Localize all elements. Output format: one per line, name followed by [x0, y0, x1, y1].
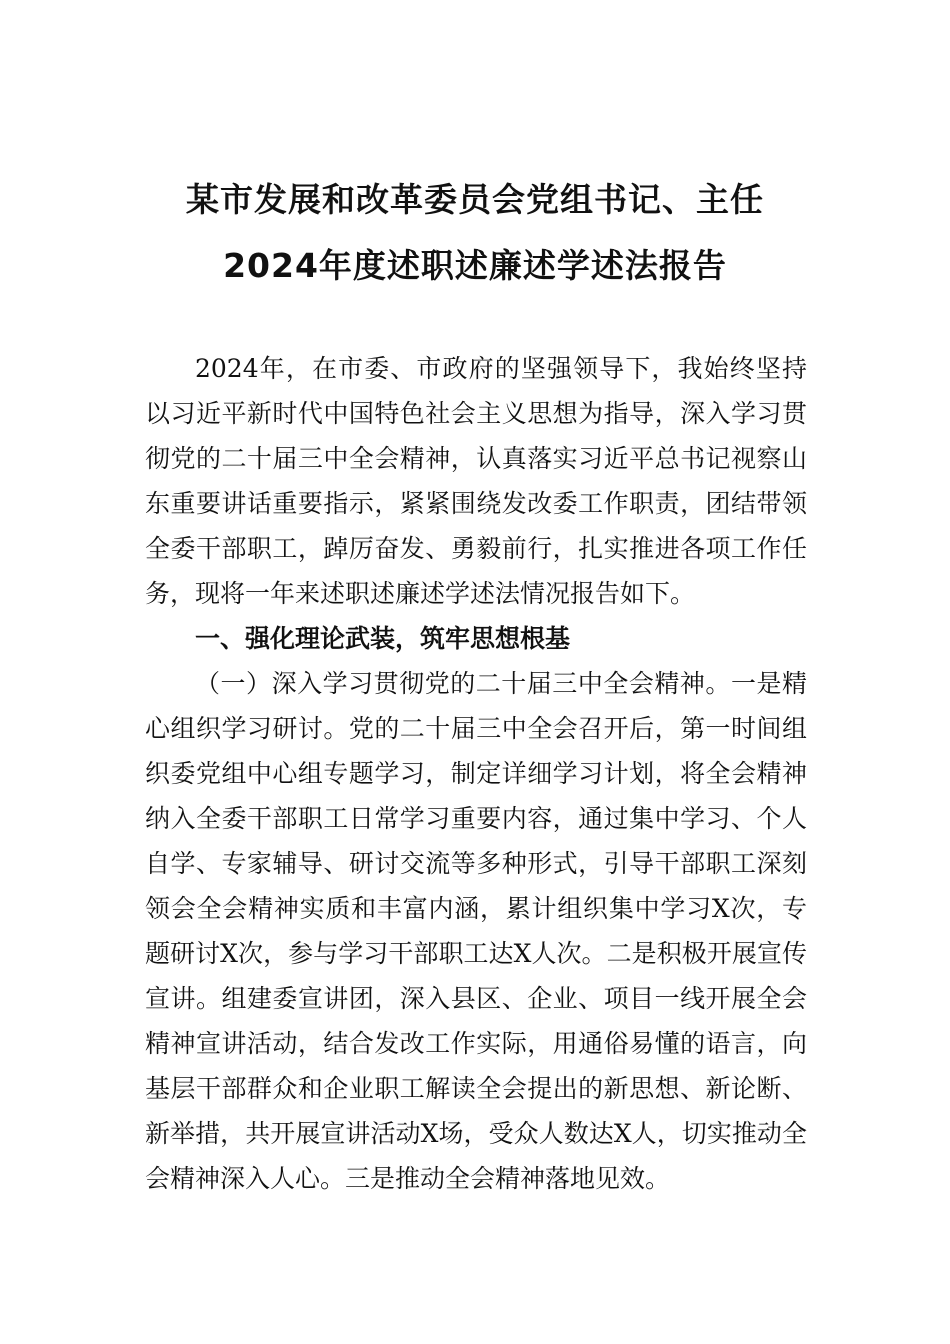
body-paragraph: （一）深入学习贯彻党的二十届三中全会精神。一是精心组织学习研讨。党的二十届三中全会召开后，第一时间组织委党组中心组专题学习，制定详细学习计划，将全会精神纳入全委干部职工日常学习重要内容，通过集中学习、个人自学、专家辅导、研讨交流等多种形式，引导干部职工深刻领会全会精神实质和丰富内涵，累计组织集中学习X次，专题研讨X次，参与学习干部职工达X人次。二是积极开展宣传宣讲。组建委宣讲团，深入县区、企业、项目一线开展全会精神宣讲活动，结合发改工作实际，用通俗易懂的语言，向基层干部群众和企业职工解读全会提出的新思想、新论断、新举措，共开展宣讲活动X场，受众人数达X人，切实推动全会精神深入人心。三是推动全会精神落地见效。	[145, 669, 807, 1193]
document-title-line-1: 某市发展和改革委员会党组书记、主任	[186, 180, 764, 219]
section-heading: 一、强化理论武装，筑牢思想根基	[195, 624, 571, 653]
intro-paragraph: 2024年，在市委、市政府的坚强领导下，我始终坚持以习近平新时代中国特色社会主义思想为指导，深入学习贯彻党的二十届三中全会精神，认真落实习近平总书记视察山东重要讲话重要指示，紧紧围绕发改委工作职责，团结带领全委干部职工，踔厉奋发、勇毅前行，扎实推进各项工作任务，现将一年来述职述廉述学述法情况报告如下。	[145, 354, 807, 608]
document-title-line-2: 2024年度述职述廉述学述法报告	[223, 246, 727, 285]
